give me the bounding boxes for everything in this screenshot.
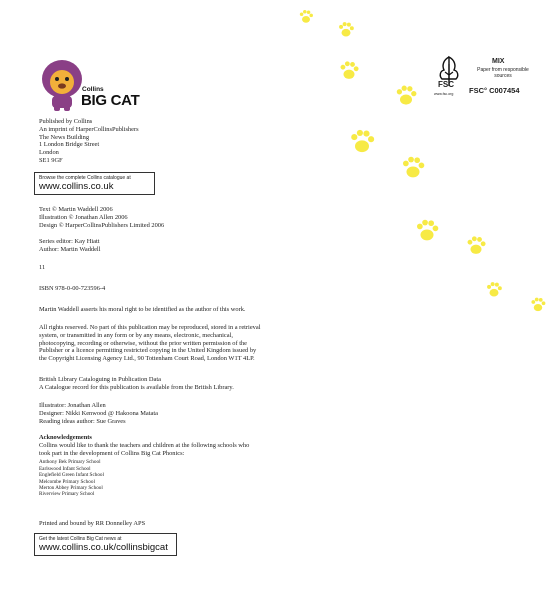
printed-by: Printed and bound by RR Donnelley APS bbox=[39, 520, 146, 527]
acknowledgements-heading: Acknowledgements bbox=[39, 434, 92, 441]
rights-line: system, or transmitted in any form or by any means, electronic, mechanical, bbox=[39, 331, 233, 339]
catalogue-box-caption: Browse the complete Collins catalogue at bbox=[39, 175, 131, 181]
fsc-mix: MIX bbox=[492, 58, 505, 65]
paw-print-icon bbox=[417, 220, 438, 241]
copyright-line: Text © Martin Waddell 2006 bbox=[39, 206, 113, 213]
acknowledgements-block bbox=[39, 434, 249, 498]
publisher-line: Published by Collins bbox=[39, 118, 93, 125]
fsc-paper-text: Paper from responsible sources bbox=[477, 67, 529, 79]
fsc-code: FSC° C007454 bbox=[469, 86, 520, 95]
copyright-line: Design © HarperCollinsPublishers Limited 2006 bbox=[39, 221, 165, 229]
catalogue-box bbox=[34, 172, 155, 195]
rights-line: All rights reserved. No part of this publication may be reproduced, stored in a retrieval bbox=[39, 324, 261, 331]
catalogue-url-link[interactable]: www.collins.co.uk bbox=[39, 181, 114, 192]
british-library-line: A Catalogue record for this publication is available from the British Library. bbox=[39, 383, 234, 391]
british-library-block bbox=[39, 376, 234, 392]
acknowledgements-line: took part in the development of Collins Big Cat Phonics: bbox=[39, 449, 185, 457]
publisher-line: An imprint of HarperCollinsPublishers bbox=[39, 125, 139, 133]
rights-line: Publisher or a licence permitting restricted copying in the United Kingdom issued by bbox=[39, 347, 257, 355]
print-number: 11 bbox=[39, 264, 46, 271]
brand-small-text: Collins bbox=[82, 86, 104, 93]
british-library-line: British Library Cataloguing in Publication Data bbox=[39, 376, 161, 383]
fsc-label: FSC bbox=[438, 80, 454, 89]
credit-line: Reading ideas author: Sue Graves bbox=[39, 417, 126, 425]
lion-icon bbox=[42, 60, 82, 111]
school-item: Englefield Green Infant School bbox=[39, 472, 104, 479]
publisher-line: SE1 9GF bbox=[39, 156, 63, 164]
brand-big-text: BIG CAT bbox=[81, 92, 140, 109]
paw-print-icon bbox=[397, 86, 417, 105]
school-item: Anthony Bek Primary School bbox=[39, 459, 101, 466]
paw-print-icon bbox=[487, 282, 502, 296]
isbn: ISBN 978-0-00-723596-4 bbox=[39, 285, 106, 292]
series-line: Series editor: Kay Hiatt bbox=[39, 238, 100, 245]
copyright-block bbox=[39, 206, 164, 229]
paw-print-icon bbox=[531, 298, 545, 312]
fsc-web: www.fsc.org bbox=[434, 92, 454, 96]
paw-print-icon bbox=[351, 130, 374, 152]
publisher-line: 1 London Bridge Street bbox=[39, 141, 100, 149]
paw-print-icon bbox=[339, 22, 354, 36]
news-box-caption: Get the latest Collins Big Cat news at bbox=[39, 536, 122, 542]
school-item: Riverview Primary School bbox=[39, 491, 95, 498]
rights-block bbox=[39, 324, 260, 363]
copyright-line: Illustration © Jonathan Allen 2006 bbox=[39, 213, 128, 221]
paw-print-icon bbox=[403, 157, 424, 178]
series-line: Author: Martin Waddell bbox=[39, 245, 101, 253]
school-item: Merton Abbey Primary School bbox=[39, 485, 103, 492]
school-item: Melcombe Primary School bbox=[39, 478, 95, 485]
acknowledgements-line: Collins would like to thank the teachers and children at the following schools who bbox=[39, 441, 250, 449]
credit-line: Designer: Nikki Kenwood @ Hakoona Matata bbox=[39, 409, 158, 417]
series-block bbox=[39, 238, 101, 254]
publisher-line: The News Building bbox=[39, 133, 90, 141]
credit-line: Illustrator: Jonathan Allen bbox=[39, 402, 106, 409]
paw-print-icon bbox=[341, 61, 359, 78]
rights-line: the Copyright Licensing Agency Ltd., 90 Tottenham Court Road, London W1T 4LP. bbox=[39, 355, 255, 363]
credits-block bbox=[39, 402, 158, 425]
paw-print-icon bbox=[468, 236, 486, 253]
moral-right: Martin Waddell asserts his moral right to be identified as the author of this work. bbox=[39, 306, 246, 313]
publisher-line: London bbox=[39, 149, 59, 157]
news-url-link[interactable]: www.collins.co.uk/collinsbigcat bbox=[39, 542, 168, 553]
rights-line: photocopying, recording or otherwise, without the prior written permission of the bbox=[39, 339, 248, 347]
paw-print-icon bbox=[300, 10, 313, 23]
school-item: Earlswood Infant School bbox=[39, 465, 91, 472]
fsc-logo-block bbox=[432, 54, 542, 100]
publisher-address bbox=[39, 118, 139, 165]
news-box bbox=[34, 533, 177, 556]
